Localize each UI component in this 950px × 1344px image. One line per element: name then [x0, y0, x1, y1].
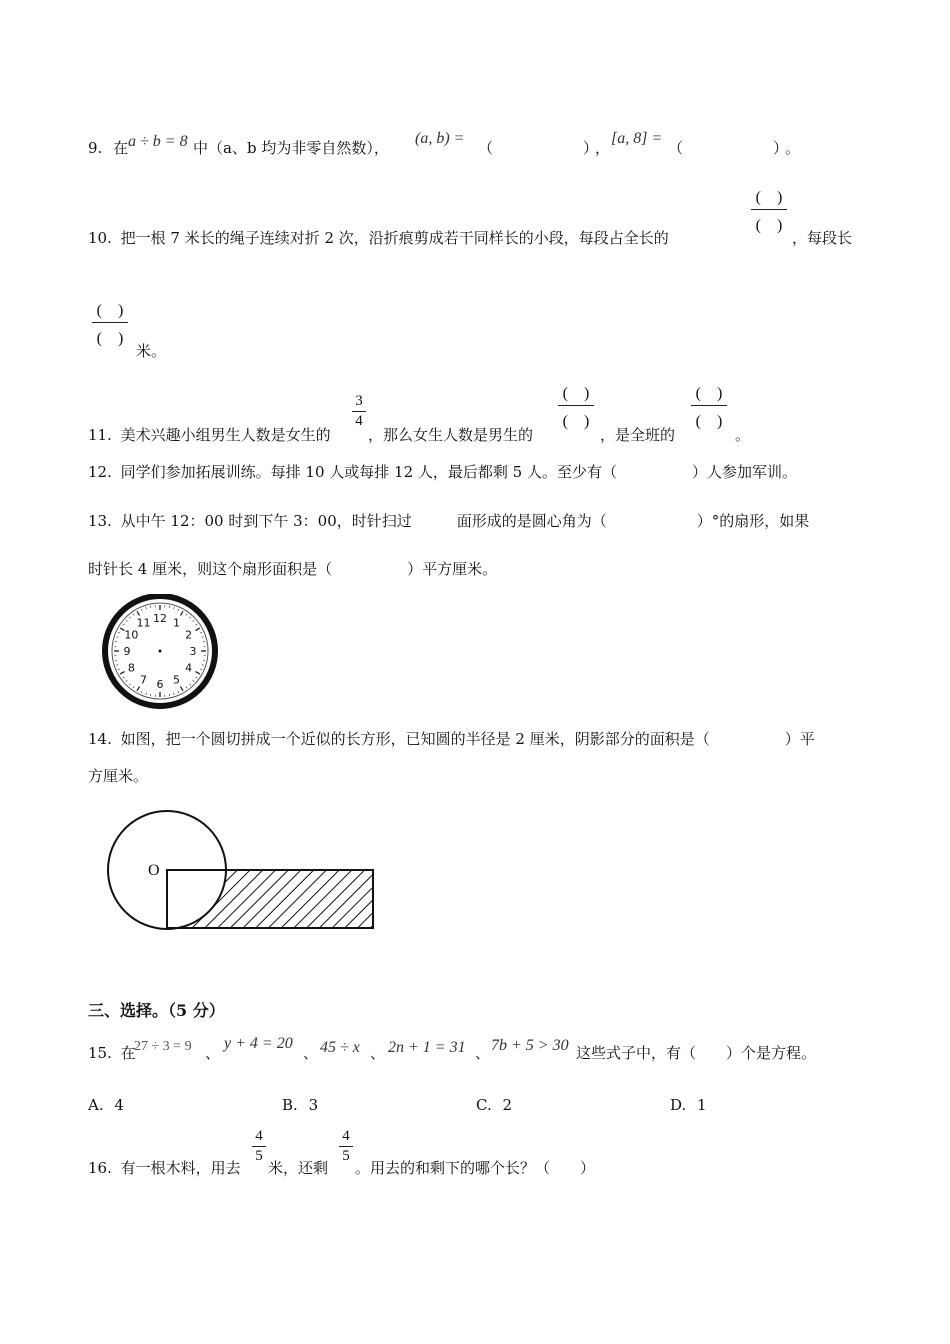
q15-option-b[interactable] — [282, 1096, 318, 1114]
q10 — [88, 227, 669, 248]
q10-tail: ，每段长 — [792, 229, 853, 247]
q15-sep-1: 、 — [205, 1044, 221, 1062]
q11-text-1: 美术兴趣小组男生人数是女生的 — [120, 426, 331, 444]
fraction-numerator: 3 — [355, 393, 363, 409]
q15-lead: 在 — [120, 1044, 136, 1062]
q11-end: 。 — [735, 426, 751, 444]
q15-expr-2: y + 4 = 20 — [224, 1035, 293, 1052]
q11-fraction-blank-2[interactable] — [687, 380, 731, 431]
q11-text-3: ，是全班的 — [600, 426, 676, 444]
clock-number: 12 — [153, 612, 167, 625]
q9-lead: 在 — [113, 139, 129, 157]
q14-number: 14. — [88, 730, 112, 748]
q10-fraction-blank-1[interactable] — [747, 184, 791, 235]
q15-option-a[interactable] — [88, 1096, 124, 1114]
fraction-denominator: 5 — [342, 1148, 350, 1164]
q13-line-1: 从中午 12：00 时到下午 3：00，时针扫过 面形成的是圆心角为（ ）°的扇形，如果 — [120, 512, 810, 530]
q10-text: 把一根 7 米长的绳子连续对折 2 次，沿折痕剪成若干同样长的小段，每段占全长的 — [120, 229, 669, 247]
q15-expr-5: 7b + 5 > 30 — [491, 1037, 569, 1054]
clock-number: 9 — [123, 645, 131, 658]
q13-number: 13. — [88, 512, 112, 530]
q15 — [88, 1042, 136, 1063]
clock-number: 1 — [173, 616, 180, 630]
fraction-numerator: ( ) — [562, 385, 590, 402]
q11-fraction-blank-1[interactable] — [554, 380, 598, 431]
q16-text-3: 。用去的和剩下的哪个长？（ ） — [355, 1159, 596, 1177]
fraction-denominator: ( ) — [695, 413, 723, 430]
clock-number: 6 — [156, 678, 164, 691]
fraction-numerator: ( ) — [96, 302, 124, 319]
fraction-line — [252, 1146, 266, 1147]
clock-number: 2 — [185, 628, 193, 642]
q9-gcd: (a, b) = — [415, 130, 465, 147]
q9-lcm: [a, 8] = — [611, 130, 663, 147]
clock-number: 7 — [140, 673, 147, 687]
q14 — [88, 728, 815, 749]
q9-end: 。 — [785, 139, 801, 157]
fraction-denominator: 4 — [355, 413, 363, 429]
q11-text-2: ，那么女生人数是男生的 — [368, 426, 534, 444]
fraction-numerator: 4 — [342, 1128, 350, 1144]
fraction-numerator: ( ) — [695, 385, 723, 402]
q15-expr-3: 45 ÷ x — [320, 1039, 360, 1056]
fraction-line — [751, 209, 787, 210]
q9-number: 9. — [88, 139, 103, 157]
option-label: C. — [476, 1096, 492, 1114]
clock-number: 3 — [189, 645, 197, 658]
q15-expr-1: 27 ÷ 3 = 9 — [134, 1039, 192, 1054]
q13 — [88, 510, 809, 531]
q16 — [88, 1157, 241, 1178]
q11 — [88, 424, 331, 445]
q13-line-2: 时针长 4 厘米，则这个扇形面积是（ ）平方厘米。 — [88, 560, 498, 578]
q16-text-2: 米，还剩 — [268, 1159, 329, 1177]
q9 — [88, 137, 128, 158]
q15-sep-2: 、 — [303, 1044, 319, 1062]
q16-text-1: 有一根木料，用去 — [120, 1159, 241, 1177]
fraction-numerator: 4 — [255, 1128, 263, 1144]
q15-sep-3: 、 — [370, 1044, 386, 1062]
clock-center — [159, 650, 162, 653]
q15-expr-4: 2n + 1 = 31 — [388, 1039, 466, 1056]
q12-text: 同学们参加拓展训练。每排 10 人或每排 12 人，最后都剩 5 人。至少有（ ）人参加军训。 — [120, 463, 797, 481]
fraction-line — [92, 322, 128, 323]
q15-sep-4: 、 — [475, 1044, 491, 1062]
option-label: D. — [670, 1096, 687, 1114]
q16-number: 16. — [88, 1159, 112, 1177]
q12 — [88, 461, 797, 482]
fraction-line — [352, 411, 366, 412]
section-title: 三、选择。（5 分） — [88, 1001, 225, 1020]
fraction-denominator: 5 — [255, 1148, 263, 1164]
q11-fraction — [352, 393, 366, 430]
option-value: 4 — [114, 1096, 124, 1114]
fraction-line — [339, 1146, 353, 1147]
option-label: B. — [282, 1096, 298, 1114]
option-value: 2 — [502, 1096, 513, 1114]
clock-number: 5 — [173, 673, 180, 687]
circle-rectangle-figure — [100, 803, 380, 933]
clock-number: 8 — [127, 661, 135, 675]
fraction-denominator: ( ) — [562, 413, 590, 430]
center-label-o: O — [148, 862, 160, 879]
fraction-numerator: ( ) — [755, 189, 783, 206]
q9-condition: 中（a、b 均为非零自然数）， — [193, 139, 389, 157]
option-value: 1 — [697, 1096, 707, 1114]
option-value: 3 — [308, 1096, 319, 1114]
clock-number: 10 — [124, 628, 139, 642]
q15-option-c[interactable] — [476, 1096, 512, 1114]
fraction-denominator: ( ) — [96, 330, 124, 347]
q9-blank-2[interactable]: （ ） — [668, 139, 789, 157]
q15-number: 15. — [88, 1044, 112, 1062]
q14-line-1: 如图，把一个圆切拼成一个近似的长方形，已知圆的半径是 2 厘米，阴影部分的面积是（ ）平 — [120, 730, 815, 748]
fraction-line — [691, 405, 727, 406]
clock-figure — [100, 594, 222, 710]
q11-number: 11. — [88, 426, 112, 444]
clock-number: 4 — [185, 661, 193, 675]
q9-blank-1[interactable]: （ ） — [478, 139, 599, 157]
q15-option-d[interactable] — [670, 1096, 707, 1114]
option-label: A. — [88, 1096, 104, 1114]
q12-number: 12. — [88, 463, 112, 481]
q10-unit: 米。 — [136, 342, 167, 360]
q14-line-2: 方厘米。 — [88, 767, 149, 785]
q16-fraction-2 — [339, 1128, 353, 1165]
q9-separator: ， — [595, 139, 611, 157]
q10-number: 10. — [88, 229, 112, 247]
q16-fraction-1 — [252, 1128, 266, 1165]
q9-equation: a ÷ b = 8 — [128, 133, 188, 150]
q15-tail: 这些式子中，有（ ）个是方程。 — [576, 1044, 817, 1062]
fraction-line — [558, 405, 594, 406]
fraction-denominator: ( ) — [755, 217, 783, 234]
clock-number: 11 — [136, 616, 151, 630]
q10-fraction-blank-2[interactable] — [88, 297, 132, 348]
